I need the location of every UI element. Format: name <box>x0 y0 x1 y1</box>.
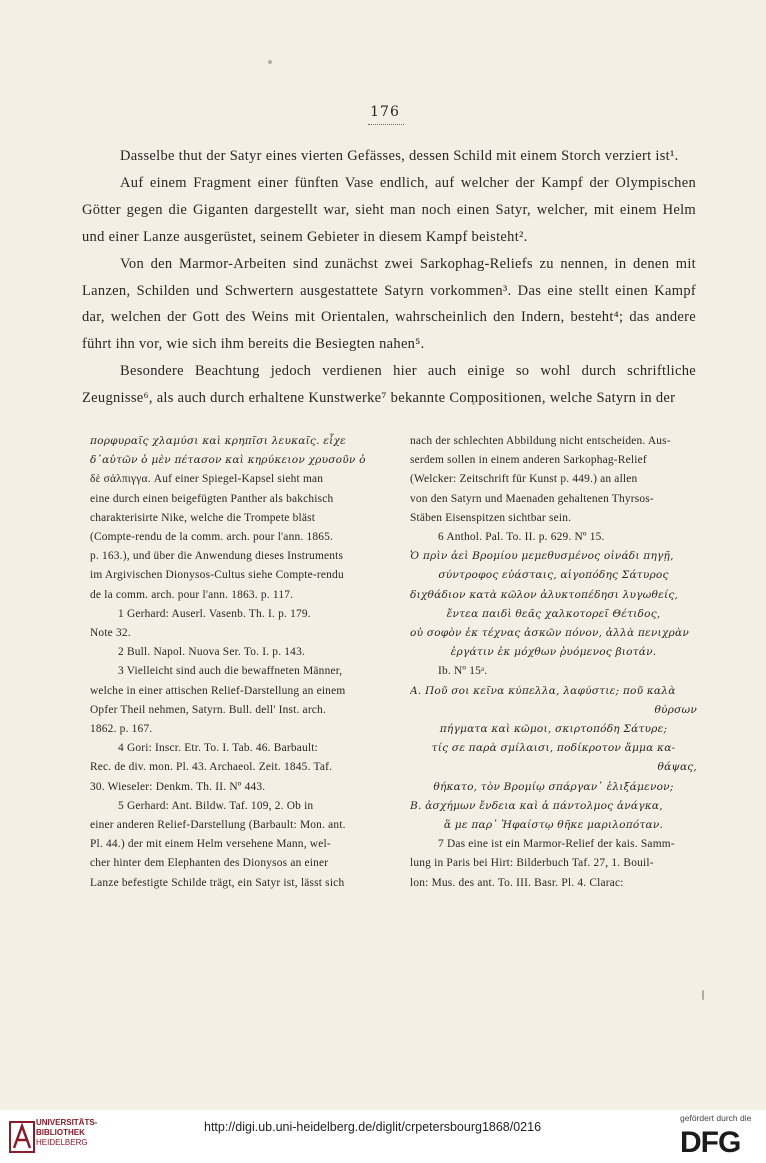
footnote-line: 4 Gori: Inscr. Etr. To. I. Tab. 46. Barbault: <box>118 742 318 755</box>
footnote-line: welche in einer attischen Relief-Darstellung an einem <box>90 684 346 697</box>
footnote-line: Stäben Eisenspitzen sichtbar sein. <box>410 511 572 524</box>
footnote-line: serdem sollen in einem anderen Sarkophag-Relief <box>410 454 647 467</box>
footnote-line: 3 Vielleicht sind auch die bewaffneten Männer, <box>118 665 343 678</box>
viewer-footer <box>0 1110 766 1163</box>
greek-verse: θύρσων <box>654 703 697 716</box>
footnote-line: δὲ σάλπιγγα. Auf einer Spiegel-Kapsel sieht man <box>90 473 324 486</box>
footnote-line: nach der schlechten Abbildung nicht entscheiden. Aus- <box>410 435 671 447</box>
footnote-line: 2 Bull. Napol. Nuova Ser. To. I. p. 143. <box>118 646 306 659</box>
footnote-line: Ib. Nº 15ᵃ. <box>438 665 488 678</box>
greek-verse: A. Ποῦ σοι κεῖνα κύπελλα, λαφύστιε; ποῦ καλὰ <box>410 684 676 697</box>
footnote-line: de la comm. arch. pour l'ann. 1863. p. 117. <box>90 588 294 601</box>
logo-text-line: UNIVERSITÄTS- <box>36 1118 98 1127</box>
greek-verse: θήκατο, τὸν Βρομίῳ σπάργαν᾽ ἑλιξάμενον; <box>433 780 674 793</box>
paragraph-1: Dasselbe thut der Satyr eines vierten Gefässes, dessen Schild mit einem Storch verziert ist¹. <box>120 148 679 164</box>
sponsor-label: gefördert durch die <box>680 1113 752 1123</box>
footnote-line: Opfer Theil nehmen, Satyrn. Bull. dell' Inst. arch. <box>90 703 327 716</box>
greek-verse: διχθάδιον κατὰ κῶλον ἀλυκτοπέδησι λυγωθείς, <box>410 588 679 601</box>
footnote-line: 1862. p. 167. <box>90 723 153 736</box>
logo-text-line: BIBLIOTHEK <box>36 1128 85 1137</box>
footnote-line: 6 Anthol. Pal. To. II. p. 629. Nº 15. <box>438 531 605 544</box>
footnotes-left-column <box>90 432 370 893</box>
footnote-line: Pl. 44.) der mit einem Helm versehene Mann, wel- <box>90 838 331 851</box>
footnote-line: Lanze befestigte Schilde trägt, ein Satyr ist, lässt sich <box>90 876 345 889</box>
footnote-line: im Argivischen Dionysos-Cultus siehe Compte-rendu <box>90 569 344 582</box>
footnote-line: einer anderen Relief-Darstellung (Barbault: Mon. ant. <box>90 819 346 832</box>
permalink-url[interactable]: http://digi.ub.uni-heidelberg.de/diglit/crpetersbourg1868/0216 <box>204 1120 542 1134</box>
footnote-line: δ᾽αὐτῶν ὁ μὲν πέτασον καὶ κηρύκειον χρυσοῦν ὁ <box>90 454 366 467</box>
footnote-line: Rec. de div. mon. Pl. 43. Archaeol. Zeit. 1845. Taf. <box>90 761 333 774</box>
greek-verse: θάψας, <box>657 761 697 774</box>
page-number-underline <box>368 124 404 126</box>
footnote-line: 7 Das eine ist ein Marmor-Relief der kais. Samm- <box>438 838 675 851</box>
footnote-line: πορφυραῖς χλαμύσι καὶ κρηπῖσι λευκαῖς. εἶχε <box>90 435 346 447</box>
greek-verse: Ὁ πρὶν ἀεὶ Βρομίου μεμεθυσμένος οἰνάδι πηγῇ, <box>410 550 674 563</box>
footnote-line: lon: Mus. des ant. To. III. Basr. Pl. 4. Clarac: <box>410 876 624 889</box>
university-library-name <box>36 1118 97 1148</box>
footnote-line: p. 163.), und über die Anwendung dieses Instruments <box>90 550 344 563</box>
logo-text-line: HEIDELBERG <box>36 1138 88 1147</box>
footnote-line: 5 Gerhard: Ant. Bildw. Taf. 109, 2. Ob in <box>118 799 314 812</box>
footnote-line: cher hinter dem Elephanten des Dionysos an einer <box>90 857 329 870</box>
paragraph-2: Auf einem Fragment einer fünften Vase endlich, auf welcher der Kampf der Olympischen Götter gegen die Giganten dargestellt war, sieht man noch einen Satyr, welcher, mit einem Helm und einer Lanze ausgerüstet, seinem Gebieter in diesem Kampf beisteht². <box>82 174 696 245</box>
page-number: 176 <box>370 104 400 120</box>
greek-verse: ἅ με παρ᾽ Ἡφαίστῳ θῆκε μαριλοπόταν. <box>443 819 664 832</box>
paper-spot <box>268 60 272 64</box>
greek-verse: B. ἀσχήμων ἔνδεια καὶ ἁ πάντολμος ἀνάγκα, <box>410 799 663 812</box>
footnote-line: 1 Gerhard: Auserl. Vasenb. Th. I. p. 179. <box>118 607 311 620</box>
greek-verse: σύντροφος εὐάσταις, αἰγοπόδης Σάτυρος <box>438 569 669 582</box>
footnote-line: lung in Paris bei Hirt: Bilderbuch Taf. 27, 1. Bouil- <box>410 857 654 870</box>
footnote-line: 30. Wieseler: Denkm. Th. II. Nº 443. <box>90 780 266 793</box>
paper-mark <box>702 990 704 1000</box>
dfg-logo: DFG <box>680 1126 741 1159</box>
footnote-line: charakterisirte Nike, welche die Trompete bläst <box>90 511 316 524</box>
paragraph-4: Besondere Beachtung jedoch verdienen hier auch einige so wohl durch schriftliche Zeugnisse⁶, als auch durch erhaltene Kunstwerke⁷ bekannte Compositionen, welche Satyrn in der <box>82 363 696 407</box>
footnote-line: (Compte-rendu de la comm. arch. pour l'ann. 1865. <box>90 531 334 544</box>
footnote-line: von den Satyrn und Maenaden gehaltenen Thyrsos- <box>410 492 654 505</box>
greek-verse: ἔντεα παιδὶ θεᾶς χαλκοτορεῖ Θέτιδος, <box>446 607 661 620</box>
footnote-line: Note 32. <box>90 627 131 640</box>
greek-verse: οὐ σοφὸν ἐκ τέχνας ἀσκῶν πόνον, ἀλλὰ πενιχρὰν <box>410 627 689 640</box>
footnote-line: (Welcker: Zeitschrift für Kunst p. 449.) an allen <box>410 473 638 486</box>
paragraph-3: Von den Marmor-Arbeiten sind zunächst zwei Sarkophag-Reliefs zu nennen, in denen mit Lanzen, Schilden und Schwertern ausgestattete Satyrn vorkommen³. Das eine stellt einen Kampf dar, welchen der Gott des Weins mit Orientalen, wahrscheinlich den Indern, besteht⁴; das andere führt ihn vor, wie sich ihm bereits die Besiegten nahen⁵. <box>82 255 696 353</box>
greek-verse: τίς σε παρὰ σμίλαισι, ποδίκροτον ἅμμα κα- <box>431 742 676 755</box>
main-text <box>82 143 696 412</box>
greek-verse: πήγματα καὶ κῶμοι, σκιρτοπόδη Σάτυρε; <box>439 723 668 736</box>
footnote-line: eine durch einen beigefügten Panther als bakchisch <box>90 492 334 505</box>
greek-verse: ἐργάτιν ἐκ μόχθων ῥυόμενος βιοτάν. <box>450 646 657 659</box>
footnotes-right-column <box>410 432 697 893</box>
